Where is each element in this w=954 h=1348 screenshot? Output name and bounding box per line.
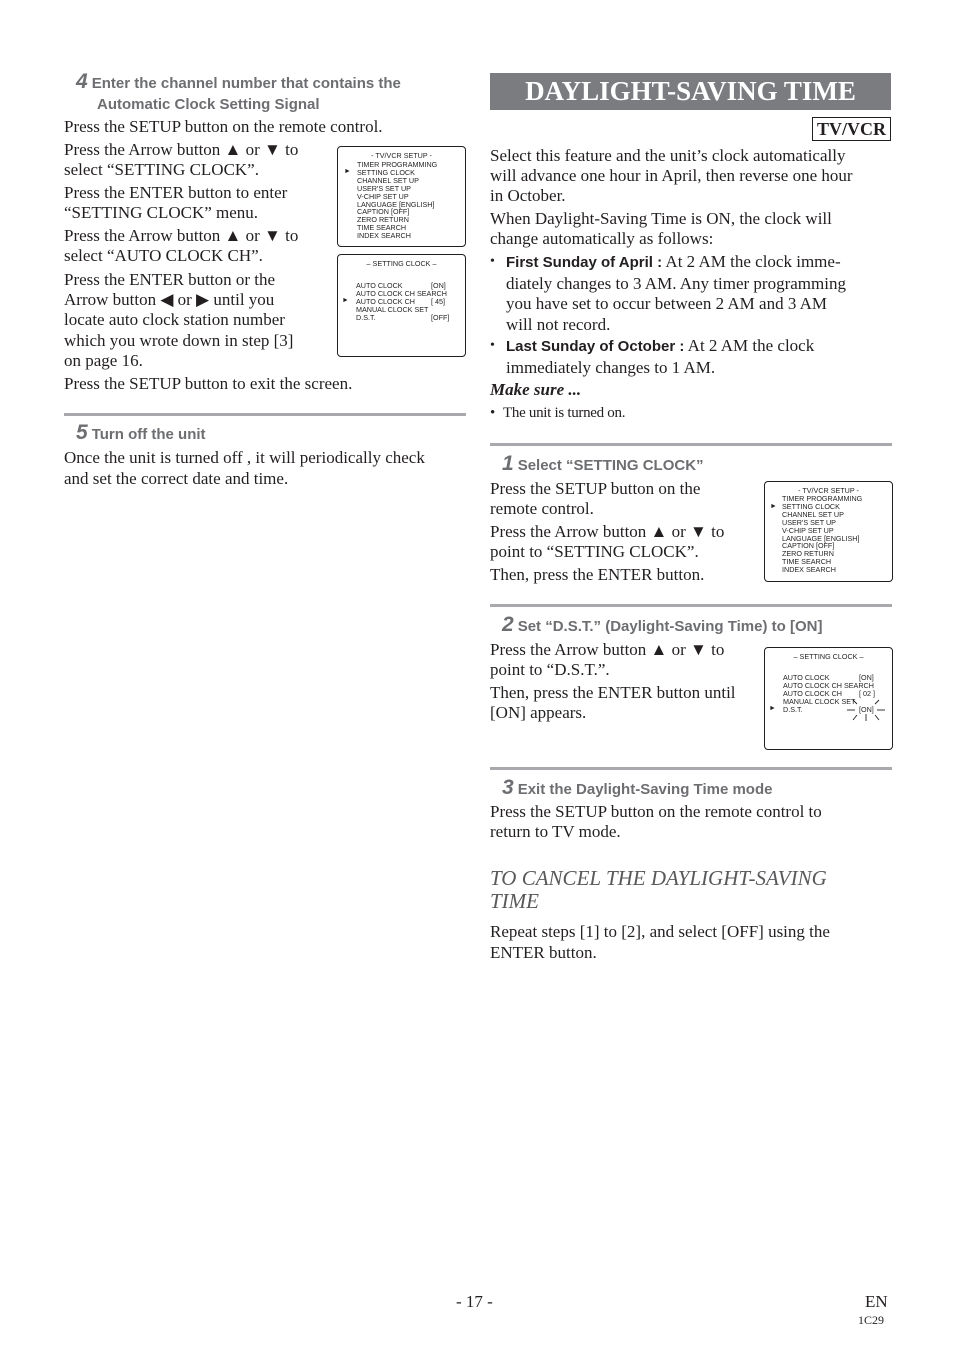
menu-item: CAPTION [OFF]	[357, 207, 410, 217]
step-4-text: Press the ENTER button to enter	[64, 183, 288, 202]
menu-value: [OFF]	[431, 312, 450, 322]
cancel-text: Repeat steps [1] to [2], and select [OFF] using the	[490, 922, 830, 941]
bullet-icon: •	[490, 338, 495, 353]
step-5-text: Once the unit is turned off , it will periodically check	[64, 448, 425, 467]
menu-list	[357, 161, 437, 240]
menu-value: [ON]	[859, 704, 874, 714]
screen-title: - TV/VCR SETUP -	[371, 151, 432, 160]
menu-cursor-icon: ►	[770, 503, 777, 510]
menu-cursor-icon: ►	[342, 297, 349, 304]
step-4-text: Press the ENTER button or the	[64, 270, 276, 289]
bullet-first-sunday: • First Sunday of April : At 2 AM the clock imme- diately changes to 3 AM. Any timer programming you have set to occur between 2 AM and 3 AM will not record.	[490, 252, 846, 334]
menu-item: SETTING CLOCK	[782, 501, 840, 511]
menu-item: AUTO CLOCK [ON]	[783, 673, 874, 682]
menu-item: TIME SEARCH	[357, 223, 407, 233]
menu-value: [ON]	[859, 673, 874, 682]
menu-item: TIMER PROGRAMMING	[782, 494, 863, 503]
intro-text: Select this feature and the unit’s clock automatically	[490, 146, 846, 165]
step-1-number: 1	[502, 452, 514, 475]
menu-item: D.S.T. [OFF]	[356, 312, 450, 322]
step-4-text: Press the Arrow button ▲ or ▼ to	[64, 140, 299, 159]
section-title-bar	[490, 73, 891, 110]
cancel-text: ENTER button.	[490, 943, 597, 962]
make-sure-item: • The unit is turned on.	[490, 405, 626, 421]
step-4-text: locate auto clock station number	[64, 310, 285, 329]
menu-item: LANGUAGE [ENGLISH]	[357, 199, 435, 209]
step-5-number: 5	[76, 421, 88, 444]
menu-item: TIMER PROGRAMMING	[357, 160, 438, 169]
menu-value: [ON]	[431, 281, 446, 290]
step-4-text: Press the Arrow button ▲ or ▼ to	[64, 226, 299, 245]
step-4-heading: 4 Enter the channel number that contains the	[76, 70, 401, 93]
menu-value: [ 02 ]	[859, 688, 875, 698]
intro-text: in October.	[490, 186, 566, 205]
step-2-number: 2	[502, 613, 514, 636]
menu-item: D.S.T. [ON]	[783, 704, 874, 714]
menu-item: INDEX SEARCH	[782, 565, 836, 575]
menu-cursor-icon: ►	[769, 705, 776, 712]
intro-text: change automatically as follows:	[490, 229, 714, 248]
screen-title: - TV/VCR SETUP -	[798, 486, 859, 495]
screen-title: – SETTING CLOCK –	[793, 652, 864, 661]
section-divider	[490, 767, 892, 770]
step-2-text: Press the Arrow button ▲ or ▼ to	[490, 640, 725, 659]
menu-item: AUTO CLOCK CH SEARCH	[783, 680, 874, 690]
menu-item: SETTING CLOCK	[357, 167, 415, 177]
step-4-text: select “AUTO CLOCK CH”.	[64, 246, 263, 265]
menu-list	[782, 495, 862, 574]
cancel-heading: TO CANCEL THE DAYLIGHT-SAVING	[490, 866, 827, 890]
page-number: - 17 -	[456, 1292, 493, 1311]
step-4-text: Press the SETUP button on the remote control.	[64, 117, 383, 136]
step-1-text: Press the SETUP button on the	[490, 479, 701, 498]
menu-item: V-CHIP SET UP	[782, 525, 834, 535]
menu-list	[356, 282, 460, 322]
step-2-text: point to “D.S.T.”.	[490, 660, 610, 679]
menu-value: [ 45]	[431, 296, 445, 306]
menu-item: ZERO RETURN	[357, 215, 409, 225]
tv-vcr-setup-screen	[337, 146, 466, 247]
setting-clock-screen	[337, 254, 466, 357]
menu-item: V-CHIP SET UP	[357, 191, 409, 201]
menu-item: AUTO CLOCK CH [ 45]	[356, 296, 445, 306]
menu-item: LANGUAGE [ENGLISH]	[782, 533, 860, 543]
document-code: 1C29	[858, 1313, 885, 1327]
menu-item: ZERO RETURN	[782, 549, 834, 559]
section-divider	[490, 604, 892, 607]
menu-item: CAPTION [OFF]	[782, 541, 835, 551]
step-4-text: Press the SETUP button to exit the screen.	[64, 374, 353, 393]
step-4-text: select “SETTING CLOCK”.	[64, 160, 259, 179]
intro-text: When Daylight-Saving Time is ON, the clock will	[490, 209, 832, 228]
bullet-icon: •	[490, 405, 496, 421]
intro-text: will advance one hour in April, then reverse one hour	[490, 166, 853, 185]
menu-item: CHANNEL SET UP	[782, 509, 844, 519]
section-divider	[490, 443, 892, 446]
step-5-heading: 5 Turn off the unit	[76, 421, 206, 444]
step-2-text: Then, press the ENTER button until	[490, 683, 736, 702]
step-5-text: and set the correct date and time.	[64, 469, 289, 488]
menu-item: CHANNEL SET UP	[357, 175, 419, 185]
make-sure-label: Make sure ...	[490, 380, 582, 399]
section-title: DAYLIGHT-SAVING TIME	[525, 76, 856, 106]
menu-item: AUTO CLOCK CH [ 02 ]	[783, 688, 875, 698]
menu-item: INDEX SEARCH	[357, 231, 411, 241]
menu-item: MANUAL CLOCK SET	[783, 696, 856, 706]
step-1-text: point to “SETTING CLOCK”.	[490, 542, 699, 561]
menu-item: AUTO CLOCK [ON]	[356, 281, 446, 290]
menu-cursor-icon: ►	[344, 168, 351, 175]
setting-clock-screen	[764, 647, 893, 750]
step-1-heading: 1 Select “SETTING CLOCK”	[502, 452, 704, 475]
step-3-text: Press the SETUP button on the remote control to	[490, 802, 822, 821]
step-1-text: Press the Arrow button ▲ or ▼ to	[490, 522, 725, 541]
step-3-text: return to TV mode.	[490, 822, 621, 841]
step-3-heading: 3 Exit the Daylight-Saving Time mode	[502, 776, 773, 799]
step-4-number: 4	[76, 70, 88, 93]
cancel-heading: TIME	[490, 889, 539, 913]
menu-item: TIME SEARCH	[782, 557, 832, 567]
step-4-heading-line2: Automatic Clock Setting Signal	[97, 96, 320, 113]
step-1-text: Then, press the ENTER button.	[490, 565, 705, 584]
tv-vcr-badge: TV/VCR	[812, 117, 891, 141]
menu-item: USER'S SET UP	[357, 183, 411, 193]
step-4-text: Arrow button ◀ or ▶ until you	[64, 290, 275, 309]
blink-indicator-icon	[845, 696, 889, 722]
section-divider	[64, 413, 466, 416]
bullet-icon: •	[490, 254, 495, 269]
step-4-text: “SETTING CLOCK” menu.	[64, 203, 259, 222]
menu-item: AUTO CLOCK CH SEARCH	[356, 288, 447, 298]
step-2-text: [ON] appears.	[490, 703, 587, 722]
tv-vcr-setup-screen	[764, 481, 893, 582]
screen-title: – SETTING CLOCK –	[366, 259, 437, 268]
menu-item: USER'S SET UP	[782, 517, 836, 527]
step-2-heading: 2 Set “D.S.T.” (Daylight-Saving Time) to [ON]	[502, 613, 823, 636]
step-4-text: which you wrote down in step [3]	[64, 331, 294, 350]
bullet-last-sunday: • Last Sunday of October : At 2 AM the clock immediately changes to 1 AM.	[490, 336, 815, 377]
step-4-text: on page 16.	[64, 351, 143, 370]
language-code: EN	[865, 1292, 888, 1311]
step-3-number: 3	[502, 776, 514, 799]
step-1-text: remote control.	[490, 499, 594, 518]
menu-item: MANUAL CLOCK SET	[356, 304, 429, 314]
